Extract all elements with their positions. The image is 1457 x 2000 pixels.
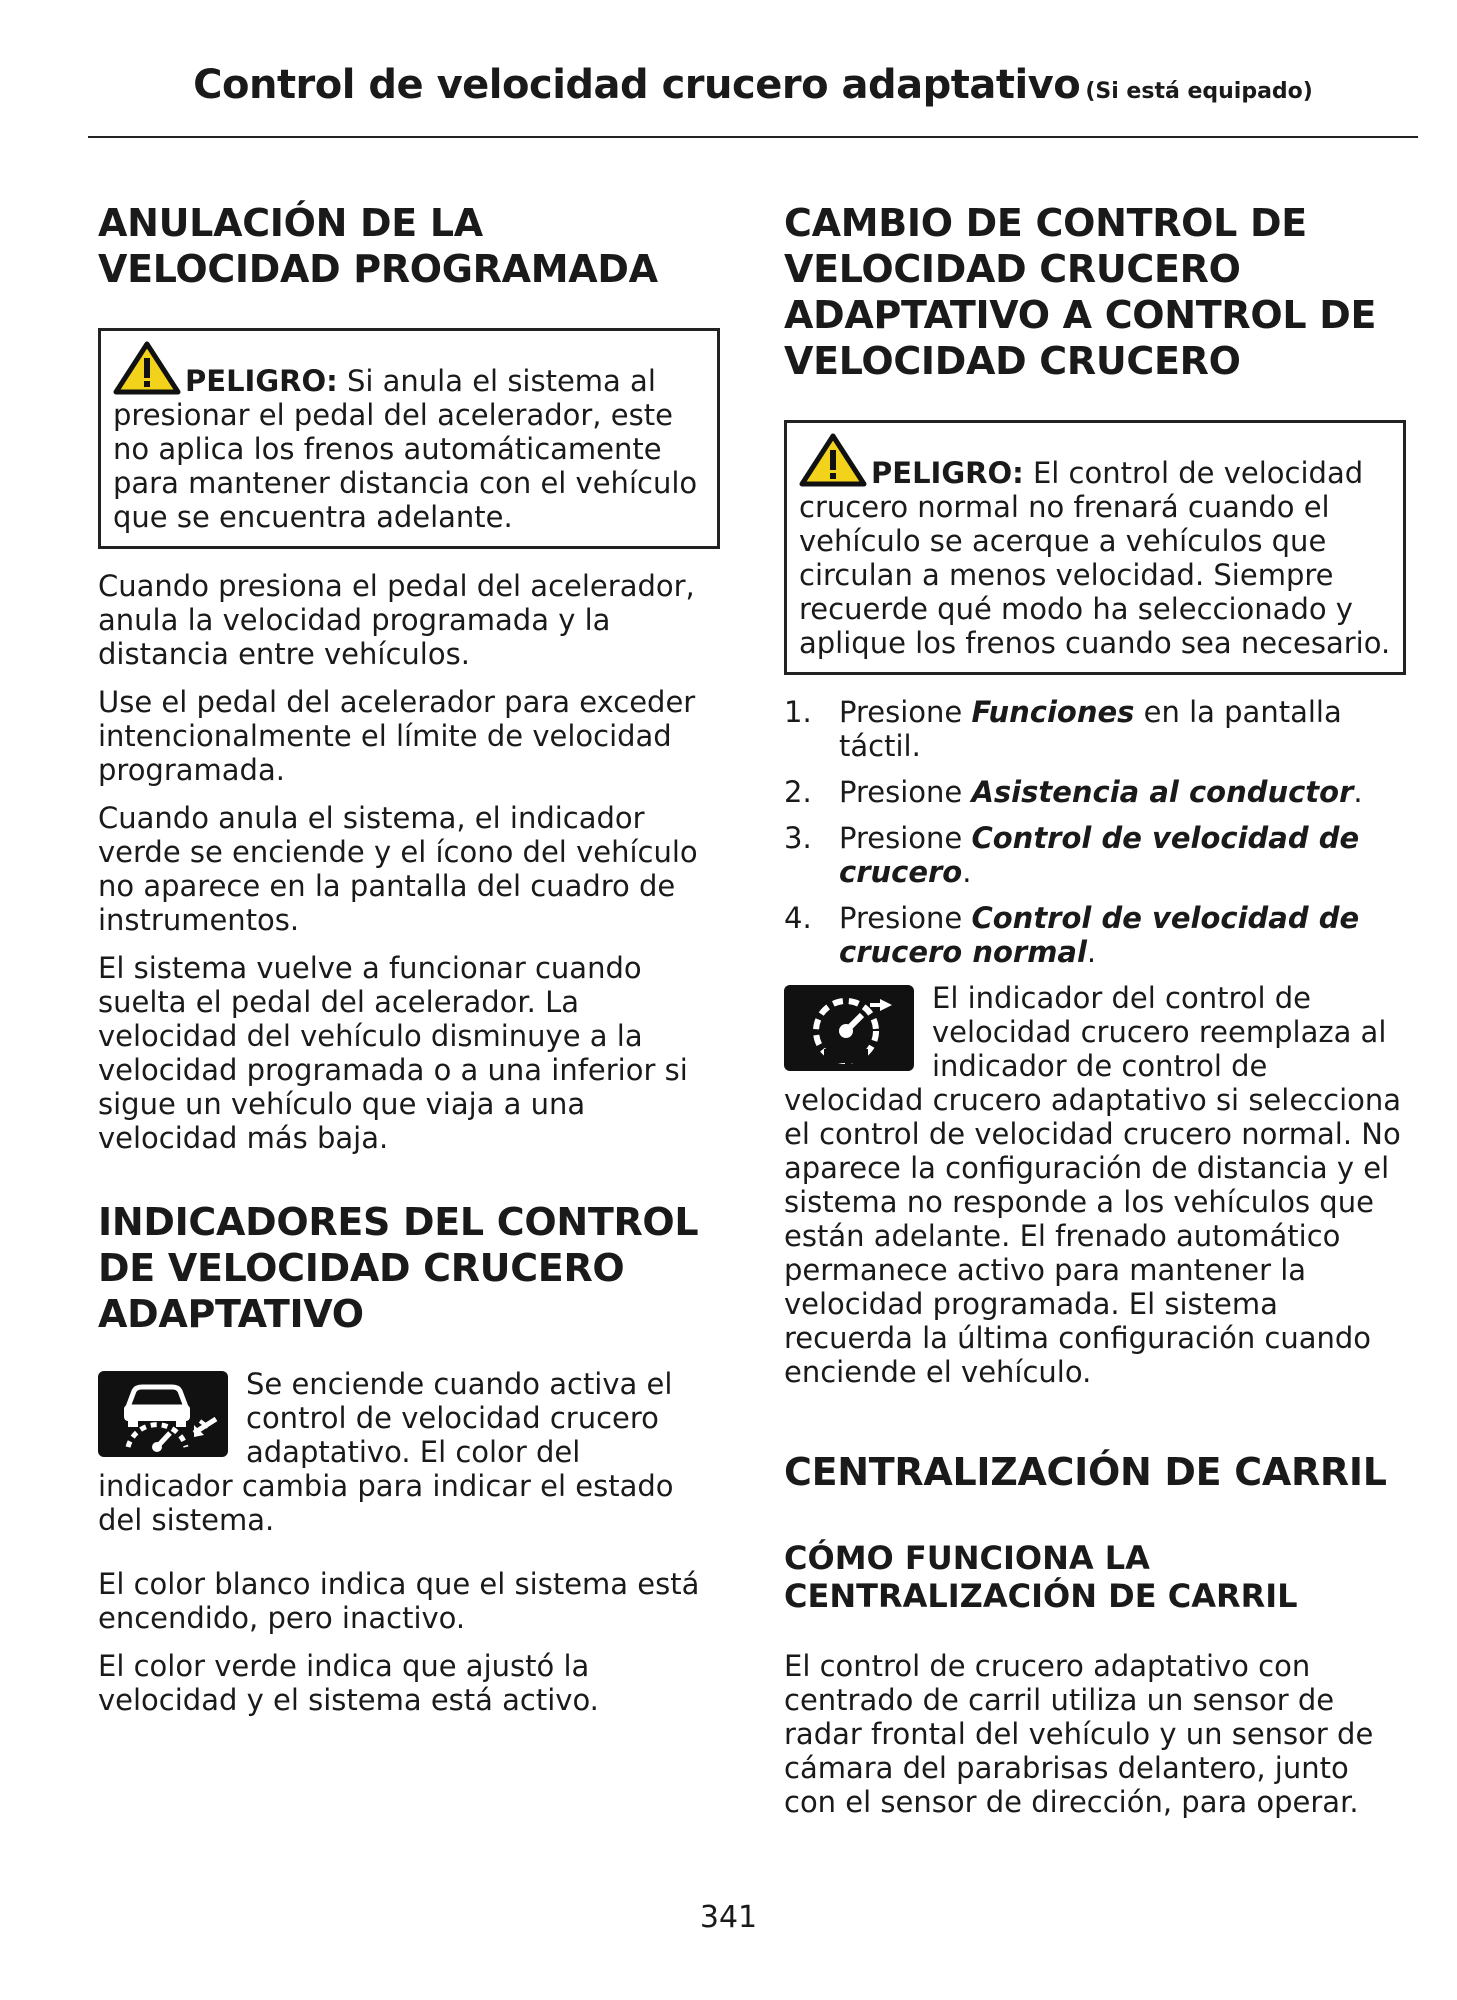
header-title: Control de velocidad crucero adaptativo [193,62,1081,108]
warning-paragraph [799,433,1391,660]
list-item: 4. Presione Control de velocidad de crucero normal. [784,901,1360,969]
warning-paragraph [113,341,705,534]
warning-triangle-icon [799,433,867,487]
steps-list [784,695,1406,969]
page-number: 341 [699,1900,758,1935]
paragraph: El control de crucero adaptativo con centrado de carril utiliza un sensor de radar frontal del vehículo y un sensor de cámara del parabrisas delantero, junto con el sensor de dirección, para operar. [784,1649,1374,1819]
paragraph: El sistema vuelve a funcionar cuando suelta el pedal del acelerador. La velocidad del vehículo disminuye a la velocidad programada o a una inferior si sigue un vehículo que viaja a una velocidad más baja. [98,951,688,1155]
paragraph: Cuando presiona el pedal del acelerador, anula la velocidad programada y la distancia entre vehículos. [98,569,695,671]
list-item: 2. Presione Asistencia al conductor. [784,775,1363,809]
section-heading-indicators: INDICADORES DEL CONTROL DE VELOCIDAD CRUCERO ADAPTATIVO [98,1200,699,1336]
warning-text: Si anula el sistema al presionar el pedal del acelerador, este no aplica los frenos automáticamente para mantener distancia con el vehículo que se encuentra adelante. [113,364,698,534]
paragraph: El color blanco indica que el sistema está encendido, pero inactivo. [98,1567,700,1635]
paragraph: Cuando anula el sistema, el indicador verde se enciende y el ícono del vehículo no aparece en la pantalla del cuadro de instrumentos. [98,801,698,937]
page-header [88,62,1418,138]
right-column [784,200,1406,1819]
indicator-block [784,981,1406,1389]
section-heading-switch-mode: CAMBIO DE CONTROL DE VELOCIDAD CRUCERO ADAPTATIVO A CONTROL DE VELOCIDAD CRUCERO [784,201,1377,383]
indicator-description: Se enciende cuando activa el control de velocidad crucero adaptativo. El color del indicador cambia para indicar el estado del sistema. [98,1367,674,1537]
adaptive-cruise-icon [98,1371,228,1457]
paragraph: El color verde indica que ajustó la velocidad y el sistema está activo. [98,1649,599,1717]
indicator-block [98,1367,720,1537]
header-subtitle: (Si está equipado) [1085,79,1313,104]
left-column [98,200,720,1717]
warning-label: PELIGRO: [871,456,1024,490]
warning-box [784,420,1406,675]
list-item: 3. Presione Control de velocidad de crucero. [784,821,1360,889]
section-heading-override: ANULACIÓN DE LA VELOCIDAD PROGRAMADA [98,201,658,291]
indicator-description: El indicador del control de velocidad crucero reemplaza al indicador de control de velocidad crucero adaptativo si selecciona el control de velocidad crucero normal. No aparece la configuración de distancia y el sistema no responde a los vehículos que están adelante. El frenado automático permanece activo para mantener la velocidad programada. El sistema recuerda la última configuración cuando enciende el vehículo. [784,981,1402,1389]
warning-text: El control de velocidad crucero normal no frenará cuando el vehículo se acerque a vehículos que circulan a menos velocidad. Siempre recuerde qué modo ha seleccionado y aplique los frenos cuando sea necesario. [799,456,1391,660]
cruise-control-icon [784,985,914,1071]
subsection-heading: CÓMO FUNCIONA LA CENTRALIZACIÓN DE CARRIL [784,1539,1298,1615]
warning-label: PELIGRO: [185,364,338,398]
paragraph: Use el pedal del acelerador para exceder intencionalmente el límite de velocidad programada. [98,685,696,787]
list-item: 1. Presione Funciones en la pantalla táctil. [784,695,1342,763]
warning-box [98,328,720,549]
section-heading-lane-centering: CENTRALIZACIÓN DE CARRIL [784,1450,1387,1494]
warning-triangle-icon [113,341,181,395]
